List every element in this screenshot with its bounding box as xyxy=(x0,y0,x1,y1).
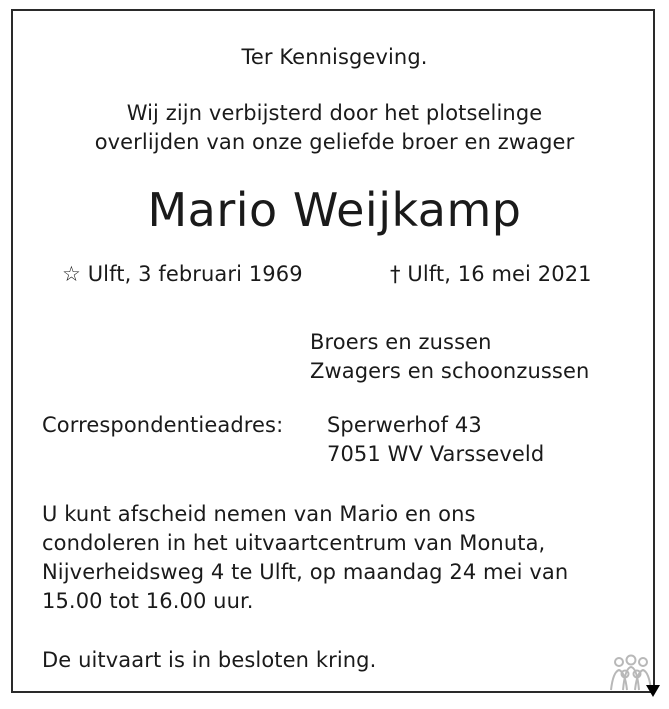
family-line-2: Zwagers en schoonzussen xyxy=(310,359,590,383)
intro-line-1: Wij zijn verbijsterd door het plotselinge xyxy=(126,101,543,125)
closing-line: De uitvaart is in besloten kring. xyxy=(42,648,377,672)
address-line-2: 7051 WV Varsseveld xyxy=(327,442,545,466)
farewell-line-3: Nijverheidsweg 4 te Ulft, op maandag 24 mei van xyxy=(42,560,569,584)
deceased-name: Mario Weijkamp xyxy=(147,183,522,237)
notice-heading: Ter Kennisgeving. xyxy=(241,45,428,69)
farewell-line-2: condoleren in het uitvaartcentrum van Monuta, xyxy=(42,531,546,555)
address-label: Correspondentieadres: xyxy=(42,413,284,437)
birth-info: ☆ Ulft, 3 februari 1969 xyxy=(62,262,303,286)
address-line-1: Sperwerhof 43 xyxy=(327,413,482,437)
intro-line-2: overlijden van onze geliefde broer en zwager xyxy=(94,130,575,154)
farewell-line-1: U kunt afscheid nemen van Mario en ons xyxy=(42,502,476,526)
death-info: † Ulft, 16 mei 2021 xyxy=(390,262,592,286)
family-line-1: Broers en zussen xyxy=(310,330,492,354)
farewell-line-4: 15.00 tot 16.00 uur. xyxy=(42,589,254,613)
triangle-down-icon xyxy=(645,684,661,698)
